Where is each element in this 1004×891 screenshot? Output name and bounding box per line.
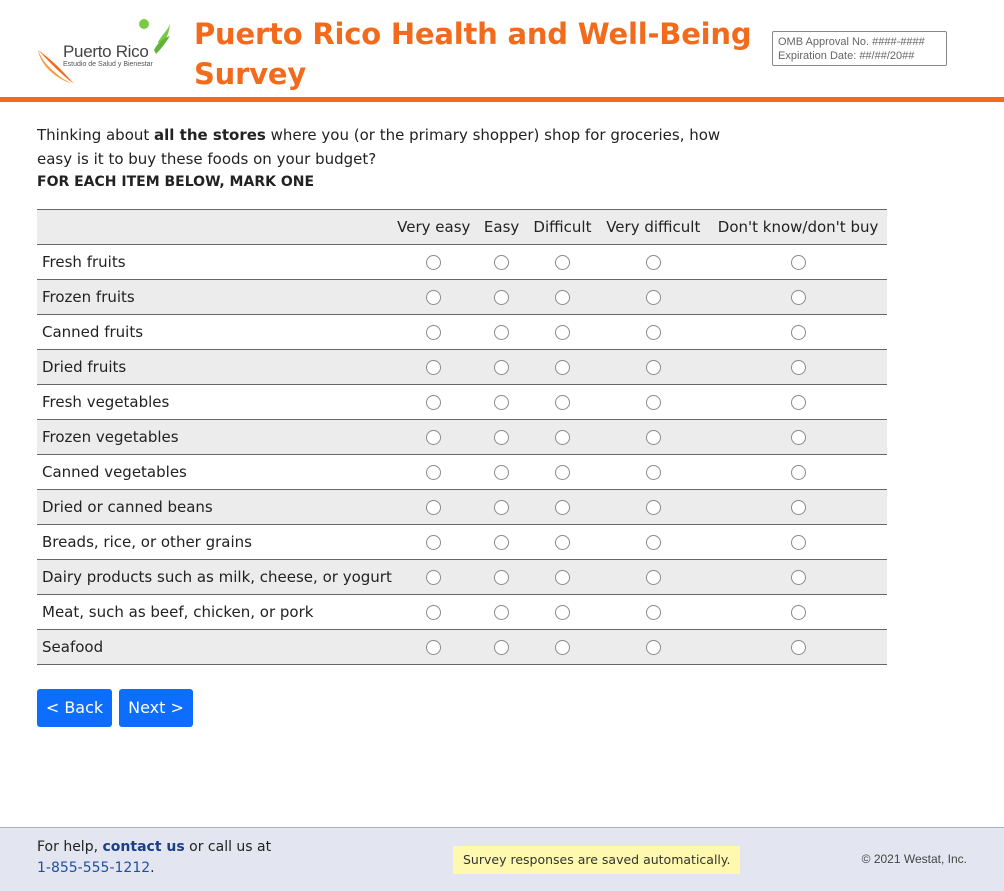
help-prefix: For help, (37, 839, 103, 855)
radio-cell (392, 560, 476, 595)
response-grid (37, 209, 887, 665)
radio-difficult[interactable] (555, 535, 570, 550)
radio-cell (709, 280, 887, 315)
radio-cell (709, 560, 887, 595)
phone-suffix: . (150, 860, 155, 876)
radio-cell (392, 350, 476, 385)
radio-cell (709, 630, 887, 665)
table-row (37, 420, 887, 455)
phone-link[interactable]: 1-855-555-1212 (37, 860, 151, 876)
radio-dont-know[interactable] (791, 325, 806, 340)
radio-very-easy[interactable] (426, 430, 441, 445)
radio-cell (709, 420, 887, 455)
radio-cell (528, 280, 598, 315)
radio-cell (709, 490, 887, 525)
column-header-difficult: Difficult (528, 210, 598, 245)
item-label: Frozen vegetables (37, 420, 392, 455)
radio-very-easy[interactable] (426, 465, 441, 480)
radio-difficult[interactable] (555, 605, 570, 620)
radio-cell (476, 245, 528, 280)
radio-easy[interactable] (494, 290, 509, 305)
radio-cell (709, 315, 887, 350)
table-row (37, 525, 887, 560)
next-button[interactable]: Next > (119, 689, 193, 727)
radio-cell (476, 560, 528, 595)
radio-very-difficult[interactable] (646, 255, 661, 270)
radio-cell (709, 595, 887, 630)
item-label: Frozen fruits (37, 280, 392, 315)
radio-cell (597, 630, 709, 665)
radio-cell (597, 525, 709, 560)
radio-very-easy[interactable] (426, 360, 441, 375)
table-row (37, 490, 887, 525)
question-text-part2: where you (or the primary shopper) shop for groceries, how easy is it to buy these foods on your budget? (37, 126, 721, 168)
radio-cell (392, 385, 476, 420)
radio-cell (528, 630, 598, 665)
radio-difficult[interactable] (555, 430, 570, 445)
radio-cell (528, 490, 598, 525)
radio-easy[interactable] (494, 430, 509, 445)
radio-easy[interactable] (494, 640, 509, 655)
radio-difficult[interactable] (555, 325, 570, 340)
radio-cell (597, 280, 709, 315)
contact-us-link[interactable]: contact us (102, 839, 185, 855)
question-text (37, 123, 757, 171)
radio-cell (392, 490, 476, 525)
logo-name: Puerto Rico (63, 42, 149, 61)
radio-cell (597, 560, 709, 595)
radio-dont-know[interactable] (791, 465, 806, 480)
radio-dont-know[interactable] (791, 640, 806, 655)
radio-cell (528, 525, 598, 560)
table-row (37, 560, 887, 595)
table-row (37, 455, 887, 490)
radio-cell (597, 245, 709, 280)
radio-dont-know[interactable] (791, 290, 806, 305)
radio-cell (476, 490, 528, 525)
radio-cell (528, 595, 598, 630)
table-row (37, 385, 887, 420)
table-row (37, 595, 887, 630)
question-emphasis: all the stores (154, 126, 266, 144)
grid-body (37, 245, 887, 665)
radio-very-difficult[interactable] (646, 500, 661, 515)
radio-cell (528, 420, 598, 455)
column-header-very-difficult: Very difficult (597, 210, 709, 245)
radio-easy[interactable] (494, 255, 509, 270)
radio-easy[interactable] (494, 500, 509, 515)
column-header-easy: Easy (476, 210, 528, 245)
radio-cell (597, 350, 709, 385)
radio-very-difficult[interactable] (646, 360, 661, 375)
radio-dont-know[interactable] (791, 395, 806, 410)
radio-difficult[interactable] (555, 500, 570, 515)
item-label: Canned fruits (37, 315, 392, 350)
radio-very-easy[interactable] (426, 500, 441, 515)
radio-very-difficult[interactable] (646, 430, 661, 445)
radio-easy[interactable] (494, 570, 509, 585)
radio-cell (528, 455, 598, 490)
table-row (37, 245, 887, 280)
radio-very-easy[interactable] (426, 325, 441, 340)
item-label: Fresh fruits (37, 245, 392, 280)
radio-cell (528, 560, 598, 595)
radio-cell (597, 490, 709, 525)
column-header-very-easy: Very easy (392, 210, 476, 245)
item-label: Meat, such as beef, chicken, or pork (37, 595, 392, 630)
radio-cell (709, 245, 887, 280)
radio-very-easy[interactable] (426, 395, 441, 410)
radio-cell (392, 630, 476, 665)
table-row (37, 280, 887, 315)
radio-very-difficult[interactable] (646, 570, 661, 585)
radio-cell (476, 630, 528, 665)
radio-cell (709, 385, 887, 420)
table-row (37, 350, 887, 385)
table-row (37, 315, 887, 350)
radio-easy[interactable] (494, 605, 509, 620)
radio-difficult[interactable] (555, 465, 570, 480)
radio-very-easy[interactable] (426, 605, 441, 620)
radio-cell (476, 350, 528, 385)
radio-cell (476, 385, 528, 420)
radio-easy[interactable] (494, 465, 509, 480)
copyright: © 2021 Westat, Inc. (861, 852, 967, 866)
radio-very-difficult[interactable] (646, 325, 661, 340)
grid-header-row (37, 210, 887, 245)
back-button[interactable]: < Back (37, 689, 112, 727)
logo-tagline: Estudio de Salud y Bienestar (63, 61, 153, 68)
radio-cell (476, 315, 528, 350)
radio-cell (597, 385, 709, 420)
radio-cell (528, 385, 598, 420)
question-instruction: FOR EACH ITEM BELOW, MARK ONE (37, 174, 315, 190)
radio-cell (597, 595, 709, 630)
radio-cell (597, 455, 709, 490)
radio-very-difficult[interactable] (646, 535, 661, 550)
radio-cell (476, 420, 528, 455)
radio-cell (476, 455, 528, 490)
radio-very-difficult[interactable] (646, 395, 661, 410)
radio-cell (392, 420, 476, 455)
radio-easy[interactable] (494, 395, 509, 410)
radio-very-easy[interactable] (426, 290, 441, 305)
radio-cell (476, 525, 528, 560)
omb-expiration-date: Expiration Date: ##/##/20## (778, 50, 915, 62)
radio-easy[interactable] (494, 535, 509, 550)
radio-difficult[interactable] (555, 290, 570, 305)
radio-cell (597, 420, 709, 455)
help-text (37, 837, 297, 879)
radio-difficult[interactable] (555, 640, 570, 655)
question-text-part1: Thinking about (37, 126, 155, 144)
radio-cell (709, 350, 887, 385)
radio-cell (709, 455, 887, 490)
item-label: Dried or canned beans (37, 490, 392, 525)
item-label: Seafood (37, 630, 392, 665)
radio-difficult[interactable] (555, 255, 570, 270)
radio-very-easy[interactable] (426, 255, 441, 270)
radio-cell (528, 245, 598, 280)
radio-dont-know[interactable] (791, 255, 806, 270)
site-header (0, 0, 1004, 98)
radio-very-easy[interactable] (426, 640, 441, 655)
radio-dont-know[interactable] (791, 535, 806, 550)
radio-dont-know[interactable] (791, 360, 806, 375)
autosave-notice: Survey responses are saved automatically. (453, 846, 740, 874)
radio-cell (476, 595, 528, 630)
radio-easy[interactable] (494, 360, 509, 375)
radio-cell (528, 350, 598, 385)
table-row (37, 630, 887, 665)
radio-cell (528, 315, 598, 350)
radio-dont-know[interactable] (791, 570, 806, 585)
help-middle: or call us at (184, 839, 272, 855)
radio-cell (709, 525, 887, 560)
column-header-dont-know: Don't know/don't buy (709, 210, 887, 245)
radio-cell (476, 280, 528, 315)
header-divider (0, 97, 1004, 102)
site-footer (0, 827, 1004, 891)
radio-easy[interactable] (494, 325, 509, 340)
radio-difficult[interactable] (555, 395, 570, 410)
radio-very-difficult[interactable] (646, 605, 661, 620)
radio-dont-know[interactable] (791, 430, 806, 445)
item-label: Breads, rice, or other grains (37, 525, 392, 560)
radio-cell (392, 315, 476, 350)
item-label: Dried fruits (37, 350, 392, 385)
item-label: Dairy products such as milk, cheese, or yogurt (37, 560, 392, 595)
radio-dont-know[interactable] (791, 605, 806, 620)
radio-cell (392, 280, 476, 315)
radio-cell (597, 315, 709, 350)
radio-cell (392, 525, 476, 560)
radio-very-difficult[interactable] (646, 640, 661, 655)
radio-very-difficult[interactable] (646, 465, 661, 480)
omb-approval-number: OMB Approval No. ####-#### (778, 36, 925, 48)
radio-cell (392, 455, 476, 490)
omb-approval-box (772, 31, 947, 66)
radio-cell (392, 595, 476, 630)
item-label: Canned vegetables (37, 455, 392, 490)
radio-difficult[interactable] (555, 360, 570, 375)
radio-very-difficult[interactable] (646, 290, 661, 305)
page-title: Puerto Rico Health and Well-Being Survey (194, 17, 752, 91)
item-label: Fresh vegetables (37, 385, 392, 420)
puerto-rico-logo (36, 18, 176, 88)
radio-difficult[interactable] (555, 570, 570, 585)
radio-very-easy[interactable] (426, 570, 441, 585)
radio-very-easy[interactable] (426, 535, 441, 550)
grid-header-item (37, 210, 392, 245)
radio-cell (392, 245, 476, 280)
radio-dont-know[interactable] (791, 500, 806, 515)
